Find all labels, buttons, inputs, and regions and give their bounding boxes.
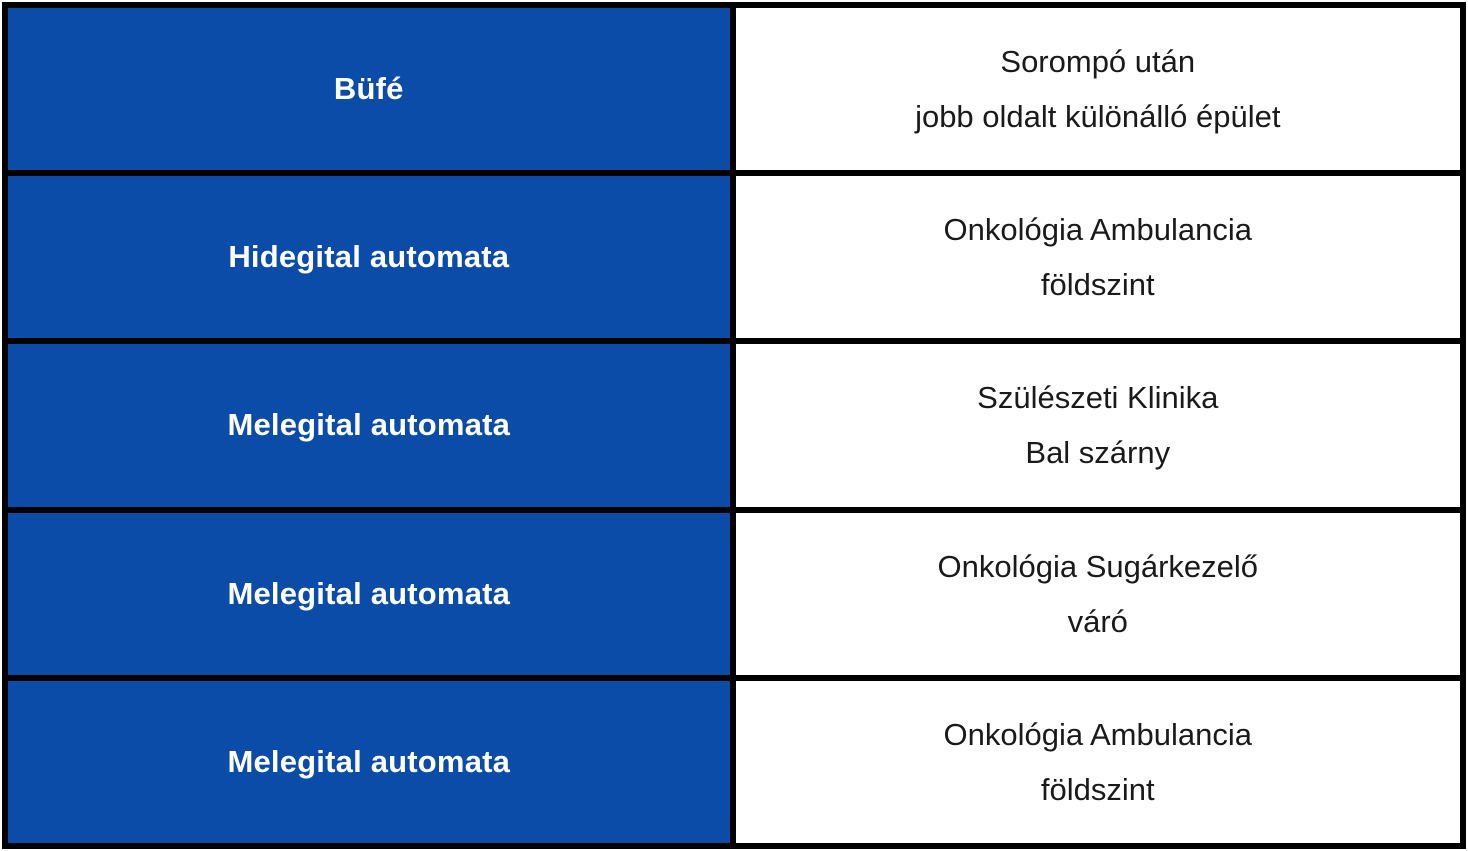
vendor-type-cell: Melegital automata <box>8 681 730 843</box>
location-line-2: jobb oldalt különálló épület <box>915 99 1281 135</box>
location-line-2: földszint <box>1040 267 1155 303</box>
vendor-type-cell: Melegital automata <box>8 513 730 675</box>
location-cell <box>736 8 1460 170</box>
vendor-type-cell: Büfé <box>8 8 730 170</box>
vendor-type-cell: Melegital automata <box>8 344 730 506</box>
location-cell <box>736 681 1460 843</box>
location-line-1: Onkológia Ambulancia <box>943 716 1252 752</box>
location-cell <box>736 344 1460 506</box>
location-line-2: Bal szárny <box>1025 435 1171 471</box>
location-line-2: földszint <box>1040 771 1155 807</box>
location-line-1: Onkológia Sugárkezelő <box>937 548 1259 584</box>
location-line-1: Szülészeti Klinika <box>977 380 1219 416</box>
location-cell <box>736 176 1460 338</box>
location-line-2: váró <box>1067 603 1128 639</box>
vendor-type-cell: Hidegital automata <box>8 176 730 338</box>
location-line-1: Onkológia Ambulancia <box>943 212 1252 248</box>
location-cell <box>736 513 1460 675</box>
location-line-1: Sorompó után <box>1000 43 1196 79</box>
vending-locations-table <box>2 2 1466 849</box>
